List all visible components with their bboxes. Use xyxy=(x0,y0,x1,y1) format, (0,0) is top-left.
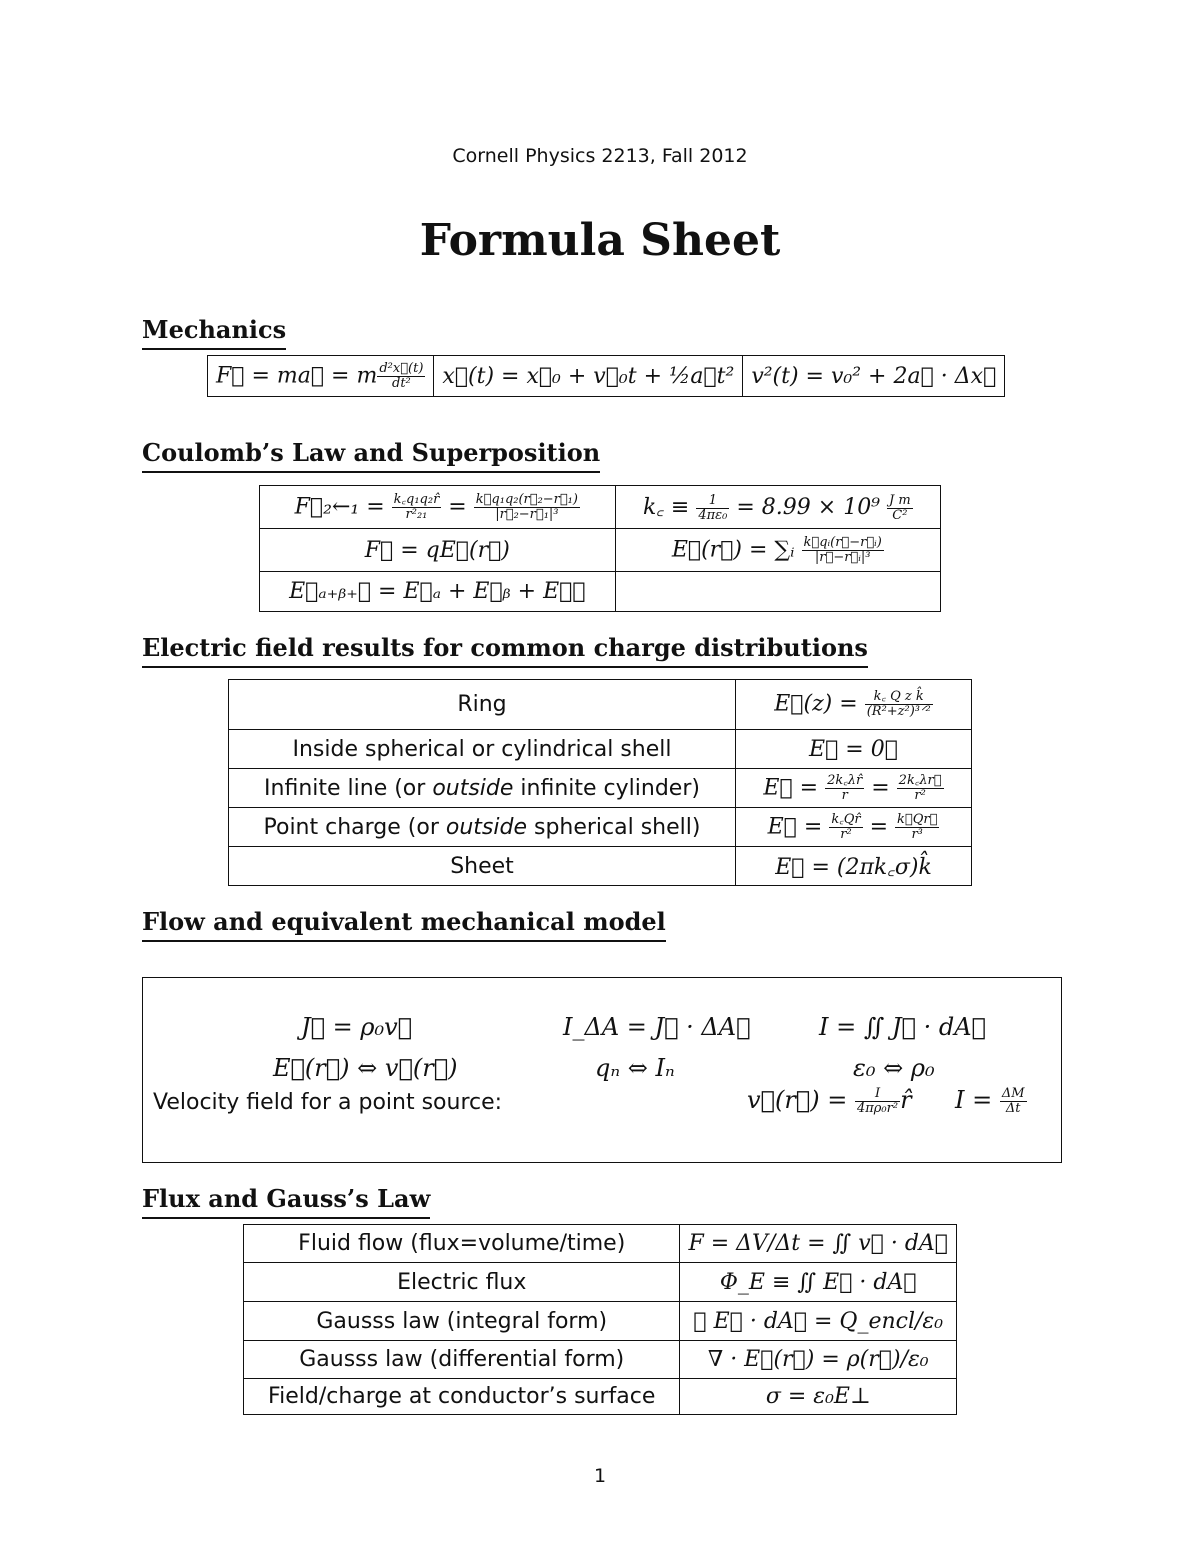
efield-label-ring: Ring xyxy=(229,680,736,730)
mechanics-table xyxy=(207,355,1005,397)
velocity-equation: v²(t) = v₀² + 2a⃗ · Δx⃗ xyxy=(743,356,1005,397)
efield-formula-shell: E⃗ = 0⃗ xyxy=(736,730,972,769)
flow-box xyxy=(142,977,1062,1163)
efield-table xyxy=(228,679,972,886)
efield-formula-ring: E⃗(z) = $\frac{\text{k꜀ Q z k̂}}{\text{(R²+z²)³ᐟ²}}$ xyxy=(736,680,972,730)
gauss-table xyxy=(243,1224,957,1415)
section-heading-gauss: Flux and Gauss’s Law xyxy=(142,1183,430,1219)
efield-formula-sheet: E⃗ = (2πk꜀σ)k̂ xyxy=(736,847,972,886)
coulomb-force-formula: F⃗₂←₁ = $\frac{\text{k꜀q₁q₂r̂}}{\text{r²₂₁}}$ = $\frac{\text{k꜀q₁q₂(r⃗₂−r⃗₁)}}{\text{|r⃗₂−r⃗₁|³}}$ xyxy=(260,486,616,529)
page-title: Formula Sheet xyxy=(419,215,781,266)
gauss-label-conductor: Field/charge at conductor’s surface xyxy=(244,1379,680,1415)
gauss-formula-integral: ∯ E⃗ · dA⃗ = Q_encl/ε₀ xyxy=(680,1302,957,1341)
efield-formula-line: E⃗ = $\frac{2k꜀\lambda r̂}{r}$ = $\frac{2k꜀\lambda r⃗}{\text{r²}}$ xyxy=(736,769,972,808)
efield-label-shell: Inside spherical or cylindrical shell xyxy=(229,730,736,769)
section-heading-flow: Flow and equivalent mechanical model xyxy=(142,906,666,942)
efield-label-sheet: Sheet xyxy=(229,847,736,886)
section-heading-coulomb: Coulomb’s Law and Superposition xyxy=(142,437,600,473)
current-integral-formula: I = ∬ J⃗ · dA⃗ xyxy=(819,1013,986,1041)
gauss-label-integral: Gausss law (integral form) xyxy=(244,1302,680,1341)
current-density-formula: J⃗ = ρ₀v⃗ xyxy=(301,1013,413,1041)
gauss-formula-flux: Φ_E ≡ ∬ E⃗ · dA⃗ xyxy=(680,1263,957,1302)
field-addition-formula: E⃗ₐ₊ᵦ₊꜀ = E⃗ₐ + E⃗ᵦ + E⃗꜀ xyxy=(260,572,616,612)
page-number: 1 xyxy=(593,1465,607,1487)
efield-label-line: Infinite line (or outside infinite cylinder) xyxy=(229,769,736,808)
position-equation: x⃗(t) = x⃗₀ + v⃗₀t + ½a⃗t² xyxy=(434,356,743,397)
charge-current-analogy: qₙ ⇔ Iₙ xyxy=(595,1054,675,1082)
newton-second-law: F⃗ = ma⃗ = m $\frac{\text{d²x⃗(t)}}{\text{dt²}}$ xyxy=(208,356,434,397)
gauss-formula-differential: ∇ · E⃗(r⃗) = ρ(r⃗)/ε₀ xyxy=(680,1341,957,1379)
coulomb-constant-formula: k꜀ ≡ $\frac{1}{\text{4πε₀}}$ = 8.99 × 10⁹ $\frac{\text{J m}}{\text{C²}}$ xyxy=(615,486,940,529)
point-source-velocity-formula: v⃗(r⃗) = $\frac{I}{\text{4πρ₀r²}}$ r̂ xyxy=(747,1086,912,1116)
empty-cell xyxy=(615,572,940,612)
efield-label-point: Point charge (or outside spherical shell) xyxy=(229,808,736,847)
gauss-formula-conductor: σ = ε₀E⊥ xyxy=(680,1379,957,1415)
gauss-label-differential: Gausss law (differential form) xyxy=(244,1341,680,1379)
point-source-label: Velocity field for a point source: xyxy=(153,1090,503,1115)
force-from-field-formula: F⃗ = qE⃗(r⃗) xyxy=(260,529,616,572)
course-line: Cornell Physics 2213, Fall 2012 xyxy=(452,145,748,167)
mass-flow-formula: I = $\frac{\Delta M}{\Delta t}$ xyxy=(955,1086,1025,1116)
gauss-formula-fluid: F = ΔV/Δt = ∬ v⃗ · dA⃗ xyxy=(680,1225,957,1263)
section-heading-efield: Electric field results for common charge distributions xyxy=(142,632,868,668)
field-velocity-analogy: E⃗(r⃗) ⇔ v⃗(r⃗) xyxy=(273,1054,458,1082)
gauss-label-flux: Electric flux xyxy=(244,1263,680,1302)
coulomb-table xyxy=(259,485,941,612)
permittivity-density-analogy: ε₀ ⇔ ρ₀ xyxy=(853,1054,935,1082)
efield-formula-point: E⃗ = $\frac{k꜀Qr̂}{\text{r²}}$ = $\frac{k꜀Qr⃗}{\text{r³}}$ xyxy=(736,808,972,847)
superposition-sum-formula: E⃗(r⃗) = ∑ᵢ $\frac{\text{k꜀qᵢ(r⃗−r⃗ᵢ)}}{\text{|r⃗−r⃗ᵢ|³}}$ xyxy=(615,529,940,572)
section-heading-mechanics: Mechanics xyxy=(142,314,286,350)
gauss-label-fluid: Fluid flow (flux=volume/time) xyxy=(244,1225,680,1263)
area-current-formula: I_ΔA = J⃗ · ΔA⃗ xyxy=(563,1013,751,1041)
